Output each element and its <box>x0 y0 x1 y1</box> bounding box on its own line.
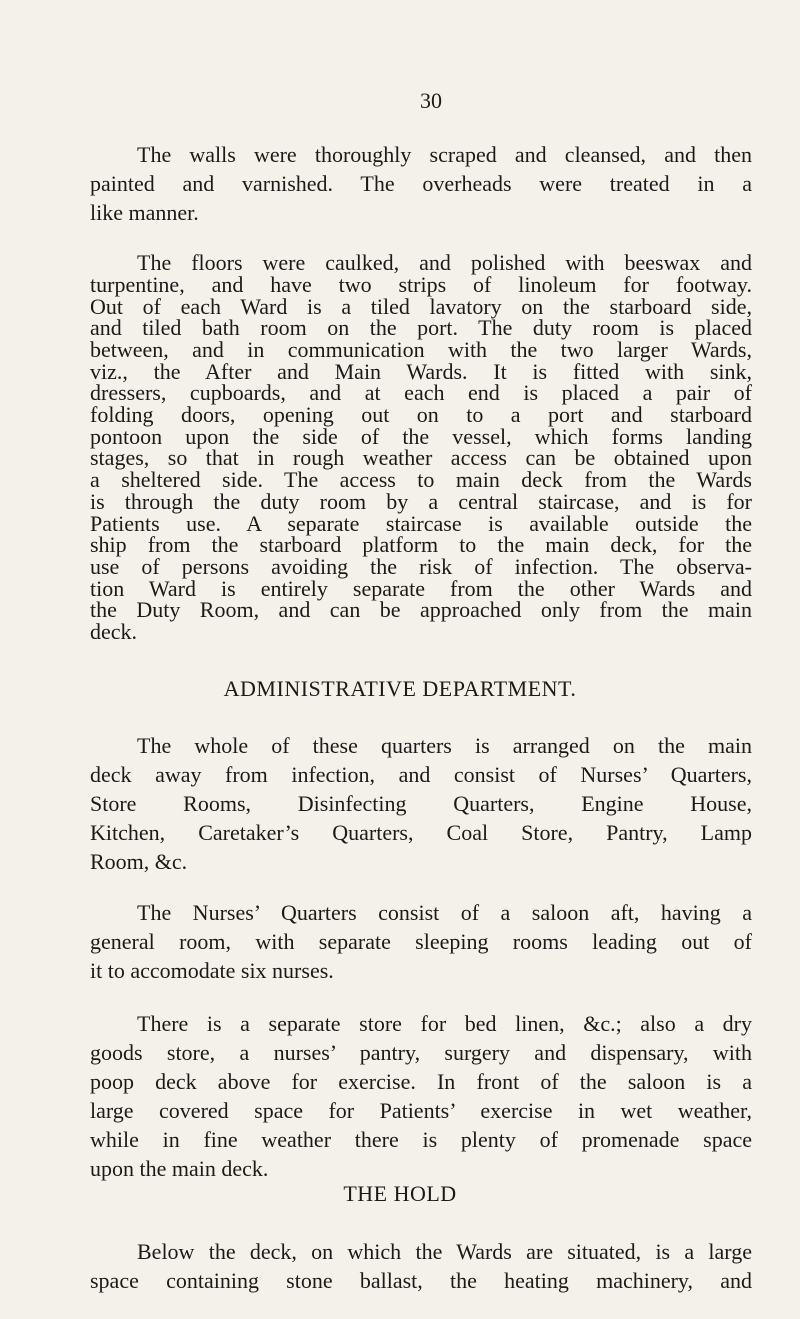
text-line: Below the deck, on which the Wards are situated, is a large <box>137 1239 752 1264</box>
text-line: between, and in communication with the two larger Wards, <box>90 336 752 362</box>
text-line: Patients use. A separate staircase is available outside the <box>90 510 752 536</box>
text-line: poop deck above for exercise. In front of the saloon is a <box>90 1069 752 1094</box>
text-line: goods store, a nurses’ pantry, surgery and dispensary, with <box>90 1040 752 1065</box>
paragraph <box>90 731 752 876</box>
paragraph <box>90 1237 752 1295</box>
text-line: ship from the starboard platform to the main deck, for the <box>90 532 752 558</box>
text-line: Out of each Ward is a tiled lavatory on the starboard side, <box>90 293 752 319</box>
text-line: The walls were thoroughly scraped and cleansed, and then <box>137 142 752 167</box>
text-line: stages, so that in rough weather access can be obtained upon <box>90 445 752 471</box>
paragraph <box>90 1009 752 1183</box>
text-line: Store Rooms, Disinfecting Quarters, Engine House, <box>90 791 752 816</box>
text-line: viz., the After and Main Wards. It is fitted with sink, <box>90 358 752 384</box>
text-line: deck away from infection, and consist of Nurses’ Quarters, <box>90 762 752 787</box>
text-line: The floors were caulked, and polished with beeswax and <box>137 250 752 276</box>
text-line: general room, with separate sleeping rooms leading out of <box>90 929 752 954</box>
paragraph <box>90 252 752 643</box>
text-line: turpentine, and have two strips of linoleum for footway. <box>90 271 752 297</box>
text-line: upon the main deck. <box>90 1156 269 1181</box>
text-line: deck. <box>90 619 138 645</box>
paragraph <box>90 898 752 985</box>
text-line: painted and varnished. The overheads were treated in a <box>90 171 752 196</box>
text-line: use of persons avoiding the risk of infection. The observa- <box>90 553 752 579</box>
text-line: Room, &c. <box>90 849 188 874</box>
text-line: The Nurses’ Quarters consist of a saloon aft, having a <box>137 900 752 925</box>
paragraph <box>90 140 752 227</box>
text-line: it to accomodate six nurses. <box>90 958 334 983</box>
text-line: is through the duty room by a central staircase, and is for <box>90 488 752 514</box>
text-line: large covered space for Patients’ exercise in wet weather, <box>90 1098 752 1123</box>
section-heading-hold: THE HOLD <box>343 1181 457 1206</box>
text-line: and tiled bath room on the port. The duty room is placed <box>90 315 752 341</box>
text-line: There is a separate store for bed linen, &c.; also a dry <box>137 1011 752 1036</box>
text-line: folding doors, opening out on to a port and starboard <box>90 402 752 428</box>
text-line: dressers, cupboards, and at each end is placed a pair of <box>90 380 752 406</box>
text-line: tion Ward is entirely separate from the other Wards and <box>90 575 752 601</box>
text-line: the Duty Room, and can be approached only from the main <box>90 597 752 623</box>
text-line: a sheltered side. The access to main deck from the Wards <box>90 467 752 493</box>
page-number: 30 <box>420 88 442 113</box>
text-line: Kitchen, Caretaker’s Quarters, Coal Store, Pantry, Lamp <box>90 820 752 845</box>
text-line: The whole of these quarters is arranged on the main <box>137 733 752 758</box>
text-line: space containing stone ballast, the heating machinery, and <box>90 1268 752 1293</box>
text-line: pontoon upon the side of the vessel, which forms landing <box>90 423 752 449</box>
text-line: while in fine weather there is plenty of promenade space <box>90 1127 752 1152</box>
text-line: like manner. <box>90 200 199 225</box>
section-heading-administrative: ADMINISTRATIVE DEPARTMENT. <box>223 676 577 701</box>
